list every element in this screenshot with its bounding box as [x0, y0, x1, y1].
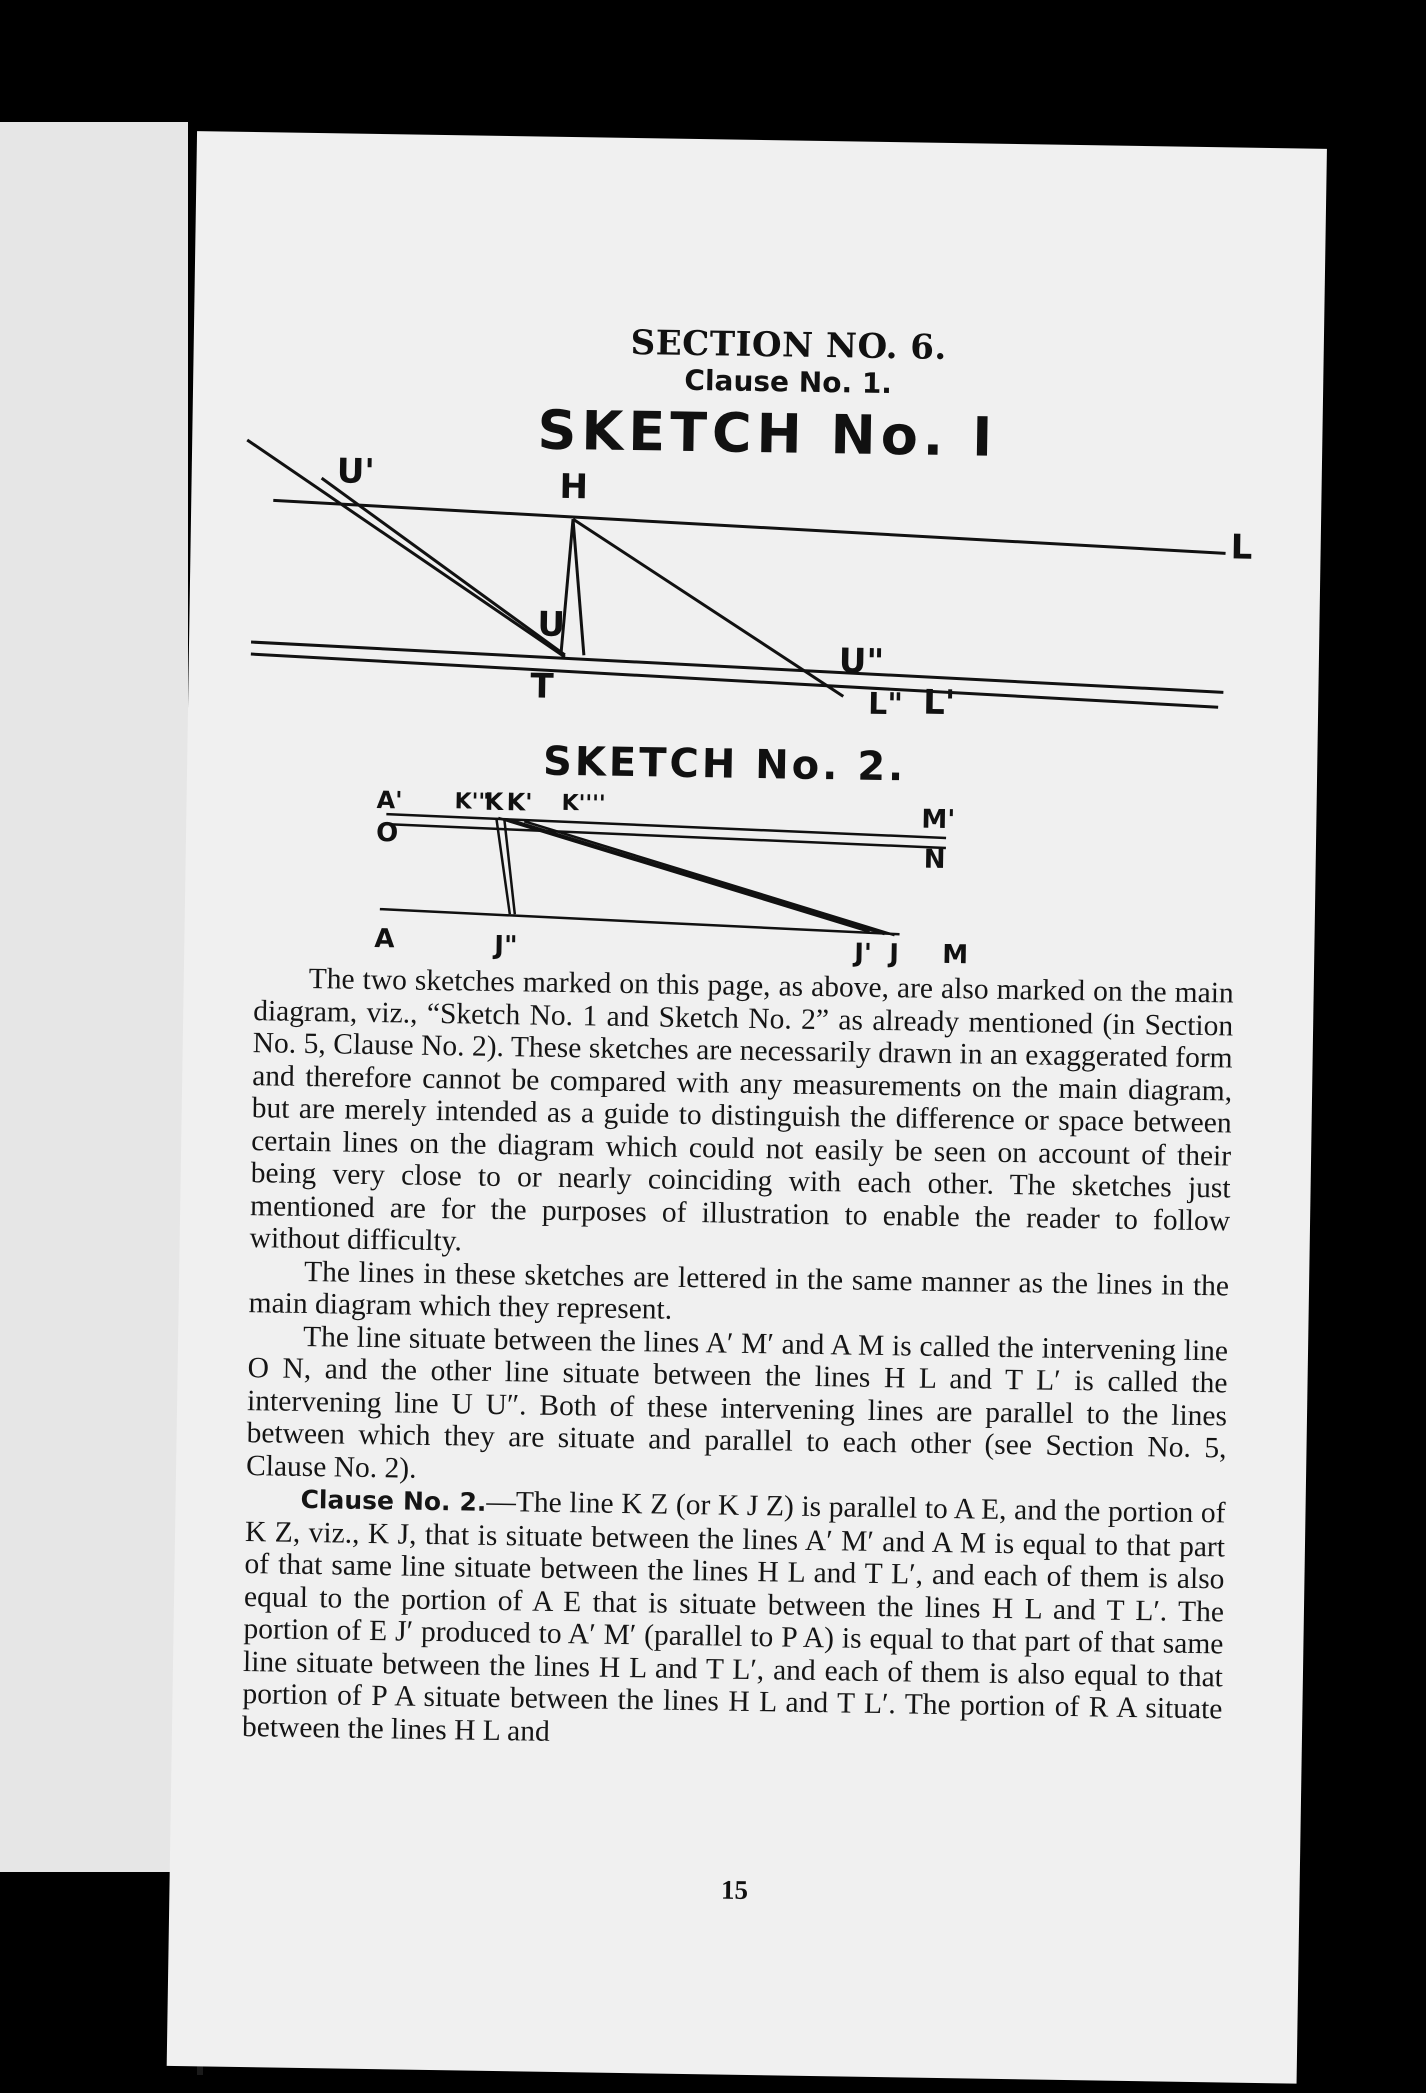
line-o-n: [386, 824, 946, 848]
label-u-prime: U': [336, 451, 376, 492]
paragraph-4-text: —The line K Z (or K J Z) is parallel to A E, and the portion of K Z, viz., K J, that is situate between the lines A′ M′ and A M is equal to that part of that same line situate between the lines H L and T L′, and each of them is also equal to the portion of A E that is situate between the lines H L and T L′. The portion of E J′ produced to A′ M′ (parallel to P A) is equal to that part of that same line situate between the lines H L and T L′, and each of them is also equal to that portion of P A situate between the lines H L and T L′. The portion of R A situate between the lines H L and: [241, 1485, 1226, 1748]
paragraph-2: The lines in these sketches are lettered in the same manner as the lines in the main diagram which they represent.: [248, 1255, 1230, 1326]
sketch-1-title: SKETCH No. I: [537, 398, 998, 469]
label-m: M: [941, 939, 969, 971]
facing-page: [0, 122, 188, 1872]
label-k-prime: K': [506, 788, 533, 817]
label-t: T: [530, 666, 554, 707]
page-number: 15: [720, 1874, 749, 1905]
paragraph-4: [242, 1482, 1226, 1758]
label-k: K: [484, 787, 504, 817]
label-j-double: J": [494, 930, 518, 962]
label-l: L: [1230, 527, 1253, 568]
label-u-double: U": [838, 641, 885, 682]
line-k-j: [497, 818, 872, 932]
label-l-double: L": [867, 686, 904, 723]
paragraph-3: The line situate between the lines A′ M′ and A M is called the intervening line O N, and the other line situate between the lines H L and T L′ is called the intervening line U U″. Both of these intervening lines are parallel to the lines between which they are situate and parallel to each other (see Section No. 5, Clause No. 2).: [245, 1320, 1229, 1485]
label-j-prime: J': [853, 938, 873, 969]
label-h: H: [559, 466, 589, 508]
sketch-2-diagram: [184, 131, 1327, 969]
label-o: O: [375, 818, 399, 849]
document-page: [167, 131, 1327, 2084]
label-j: J: [888, 939, 900, 970]
label-m-prime: M': [921, 804, 956, 836]
label-a: A: [374, 924, 395, 955]
line-k-j-double-2: [503, 819, 516, 914]
sketch-2-title: SKETCH No. 2.: [542, 738, 907, 791]
clause-heading: Clause No. 1.: [684, 363, 893, 401]
label-k-quad: K'''': [561, 790, 606, 817]
section-heading: SECTION NO. 6.: [630, 322, 948, 368]
label-u: U: [537, 604, 566, 645]
label-n: N: [923, 844, 946, 875]
body-text: [242, 962, 1234, 1758]
label-k-triple: K'": [454, 789, 491, 815]
label-a-prime: A': [376, 786, 403, 815]
line-a-prime-m-prime: [386, 814, 946, 838]
label-l-prime: L': [922, 682, 956, 724]
paragraph-1: The two sketches marked on this page, as above, are also marked on the main diagram, viz., “Sketch No. 1 and Sketch No. 2” as already mentioned (in Section No. 5, Clause No. 2). These sketches are necessarily drawn in an exaggerated form and therefore cannot be compared with any measurements on the main diagram, but are merely intended as a guide to distinguish the difference or space between certain lines on the diagram which could not easily be seen on account of their being very close to or nearly coinciding with each other. The sketches just mentioned are for the purposes of illustration to enable the reader to follow without difficulty.: [249, 962, 1234, 1258]
clause-2-label: Clause No. 2.: [300, 1484, 487, 1517]
